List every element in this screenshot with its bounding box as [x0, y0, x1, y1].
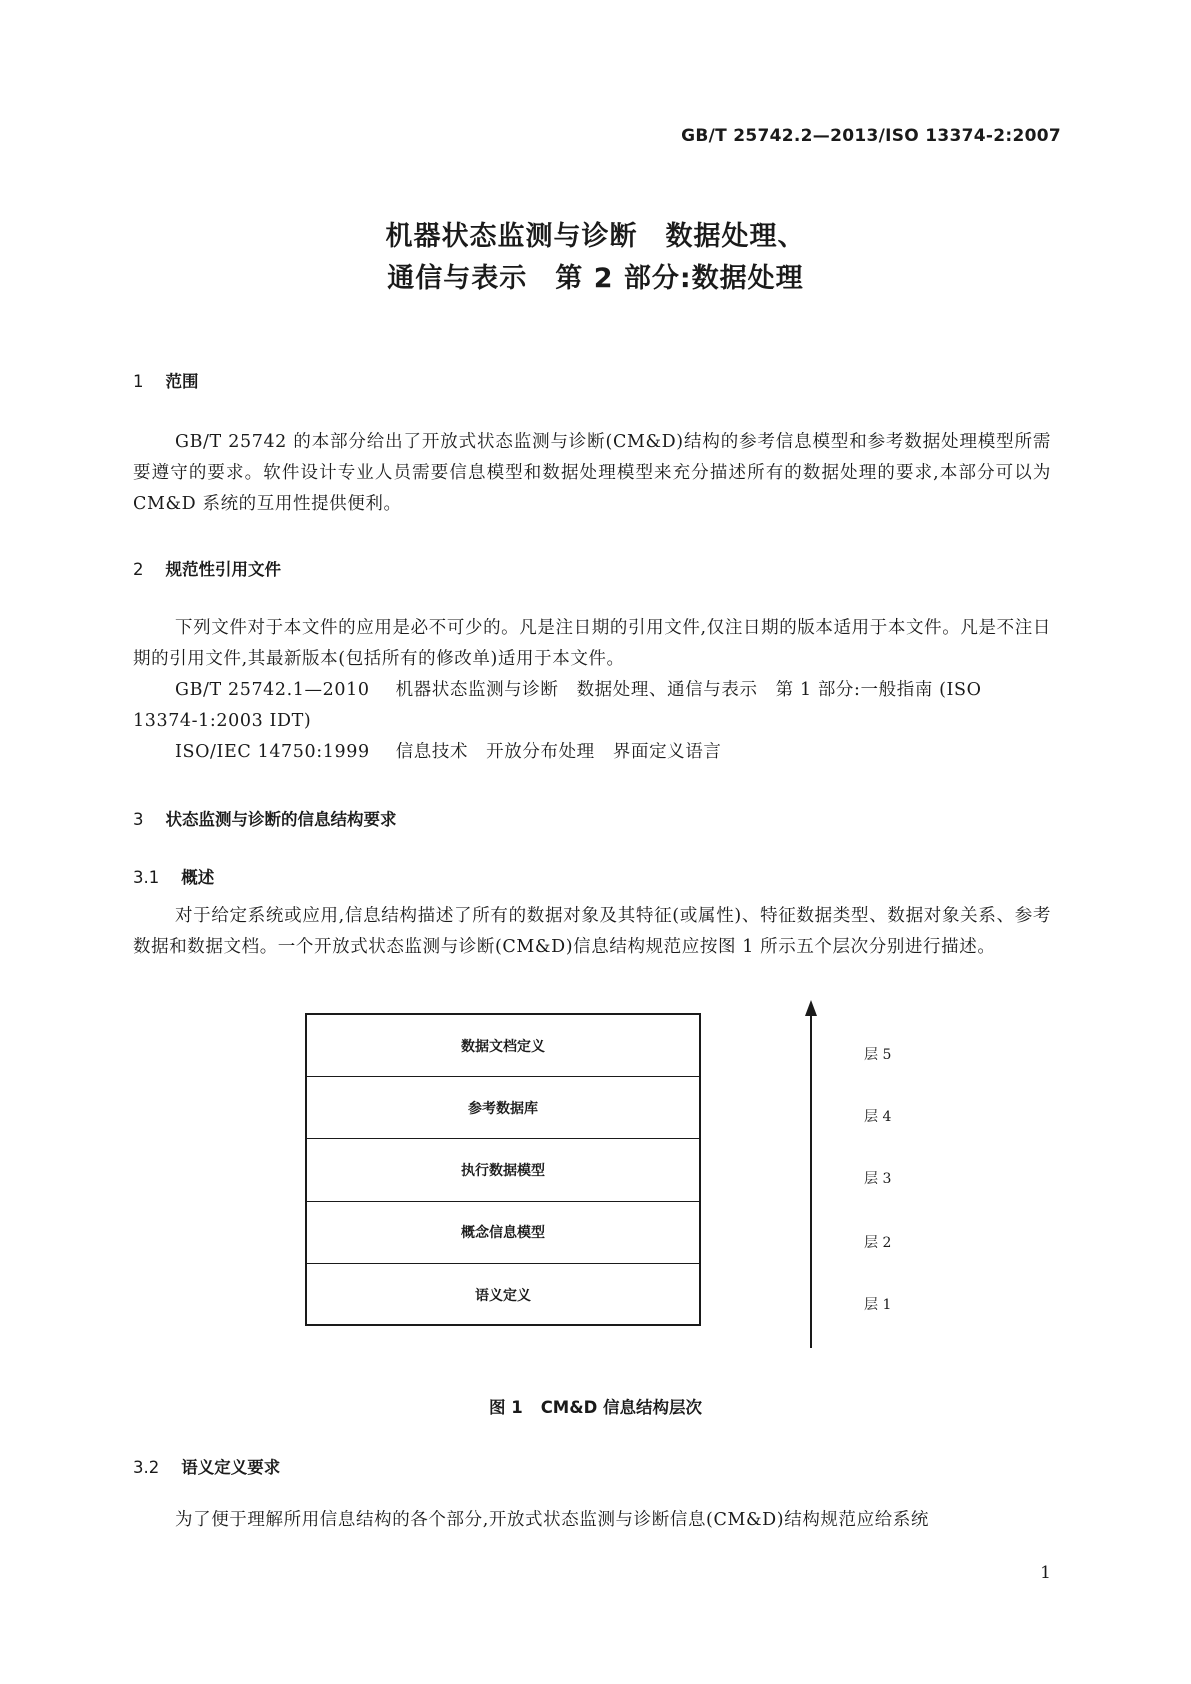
section-number: 3.2: [133, 1458, 160, 1477]
section-title: 范围: [165, 372, 199, 391]
layer-box-1: 语义定义: [475, 1287, 531, 1304]
reference-code: GB/T 25742.1—2010: [175, 680, 370, 700]
section-3-2-heading: [133, 1454, 280, 1478]
reference-title: 机器状态监测与诊断 数据处理、通信与表示 第 1 部分:一般指南 (ISO 13374-1:2003 IDT): [133, 680, 982, 731]
layer-box-4: 参考数据库: [307, 1077, 699, 1139]
section-title: 规范性引用文件: [165, 560, 281, 579]
reference-title: 信息技术 开放分布处理 界面定义语言: [395, 742, 722, 762]
section-3-1-heading: [133, 864, 214, 888]
layer-box-2: 概念信息模型: [307, 1202, 699, 1264]
reference-code: ISO/IEC 14750:1999: [175, 742, 370, 762]
layer-box-5: 数据文档定义: [307, 1015, 699, 1077]
section-2-paragraph: 下列文件对于本文件的应用是必不可少的。凡是注日期的引用文件,仅注日期的版本适用于本文件。凡是不注日期的引用文件,其最新版本(包括所有的修改单)适用于本文件。: [133, 618, 1051, 669]
figure-title: CM&D 信息结构层次: [540, 1398, 703, 1417]
information-structure-diagram: [305, 1013, 701, 1326]
section-number: 2: [133, 560, 144, 579]
reference-2: [133, 737, 1051, 768]
section-number: 3.1: [133, 868, 160, 887]
section-title: 概述: [181, 868, 215, 887]
figure-caption: [0, 1394, 1191, 1418]
standard-code: GB/T 25742.2—2013/ISO 13374-2:2007: [681, 126, 1061, 146]
section-title: 状态监测与诊断的信息结构要求: [165, 810, 397, 829]
section-title: 语义定义要求: [181, 1458, 281, 1477]
level-label-1: 层 1: [864, 1297, 892, 1313]
document-title-line-2: 通信与表示 第 2 部分:数据处理: [387, 263, 804, 294]
level-label-2: 层 2: [864, 1235, 892, 1251]
level-label-4: 层 4: [864, 1109, 892, 1125]
section-2-heading: [133, 556, 281, 580]
figure-number: 图 1: [488, 1398, 523, 1417]
section-number: 3: [133, 810, 144, 829]
section-number: 1: [133, 372, 144, 391]
section-3-1-paragraph: 对于给定系统或应用,信息结构描述了所有的数据对象及其特征(或属性)、特征数据类型、数据对象关系、参考数据和数据文档。一个开放式状态监测与诊断(CM&D)信息结构规范应按图 1 所示五个层次分别进行描述。: [133, 906, 1051, 957]
section-3-2-paragraph: 为了便于理解所用信息结构的各个部分,开放式状态监测与诊断信息(CM&D)结构规范应给系统: [175, 1510, 930, 1530]
section-1-paragraph: GB/T 25742 的本部分给出了开放式状态监测与诊断(CM&D)结构的参考信息模型和参考数据处理模型所需要遵守的要求。软件设计专业人员需要信息模型和数据处理模型来充分描述所有的数据处理的要求,本部分可以为 CM&D 系统的互用性提供便利。: [133, 432, 1051, 514]
reference-1: [133, 675, 1051, 737]
level-axis-line: [810, 1012, 812, 1348]
level-label-5: 层 5: [864, 1047, 892, 1063]
page-number: 1: [1040, 1563, 1051, 1583]
section-3-heading: [133, 806, 397, 830]
document-title-line-1: 机器状态监测与诊断 数据处理、: [385, 221, 806, 252]
section-1-heading: [133, 368, 199, 392]
layer-box-3: 执行数据模型: [307, 1139, 699, 1201]
level-label-3: 层 3: [864, 1171, 892, 1187]
